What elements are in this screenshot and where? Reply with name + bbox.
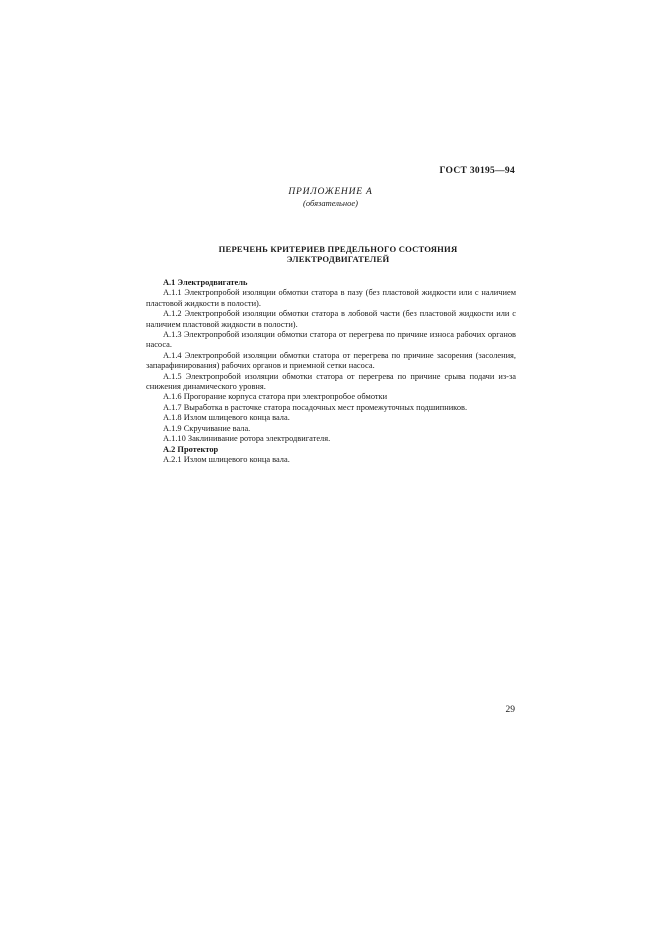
list-item: А.1.4 Электропробой изоляции обмотки статора от перегрева по причине засорения (засоления, запарафинирования) рабочих органов и приемной сетки насоса. [146, 350, 516, 371]
section-title [0, 244, 661, 264]
subsection-heading-motor: А.1 Электродвигатель [163, 278, 248, 287]
criteria-list [146, 278, 516, 465]
list-item: А.1.8 Излом шлицевого конца вала. [163, 413, 290, 423]
list-item: А.1.10 Заклинивание ротора электродвигателя. [163, 434, 331, 444]
appendix-title: ПРИЛОЖЕНИЕ А [288, 187, 373, 197]
list-item: А.1.1 Электропробой изоляции обмотки статора в пазу (без пластовой жидкости или с наличием пластовой жидкости в полости). [146, 288, 516, 308]
subsection-heading-protector: А.2 Протектор [163, 444, 219, 454]
document-code: ГОСТ 30195—94 [439, 166, 515, 176]
appendix-note: (обязательное) [303, 198, 358, 208]
list-item: А.1.5 Электропробой изоляции обмотки статора от перегрева по причине срыва подачи из-за снижения динамического уровня. [146, 371, 516, 392]
section-title-line-1: ПЕРЕЧЕНЬ КРИТЕРИЕВ ПРЕДЕЛЬНОГО СОСТОЯНИЯ [218, 244, 458, 254]
section-title-line-2: ЭЛЕКТРОДВИГАТЕЛЕЙ [286, 254, 390, 264]
list-item: А.2.1 Излом шлицевого конца вала. [163, 454, 290, 464]
page-number: 29 [505, 705, 515, 715]
list-item: А.1.9 Скручивание вала. [163, 423, 251, 433]
list-item: А.1.2 Электропробой изоляции обмотки статора в лобовой части (без пластовой жидкости или с наличием пластовой жидкости в полости). [146, 309, 516, 329]
list-item: А.1.6 Прогорание корпуса статора при электропробое обмотки [163, 392, 388, 402]
list-item: А.1.3 Электропробой изоляции обмотки статора от перегрева по причине износа рабочих органов насоса. [146, 330, 516, 350]
list-item: А.1.7 Выработка в расточке статора посадочных мест промежуточных подшипников. [163, 402, 468, 412]
